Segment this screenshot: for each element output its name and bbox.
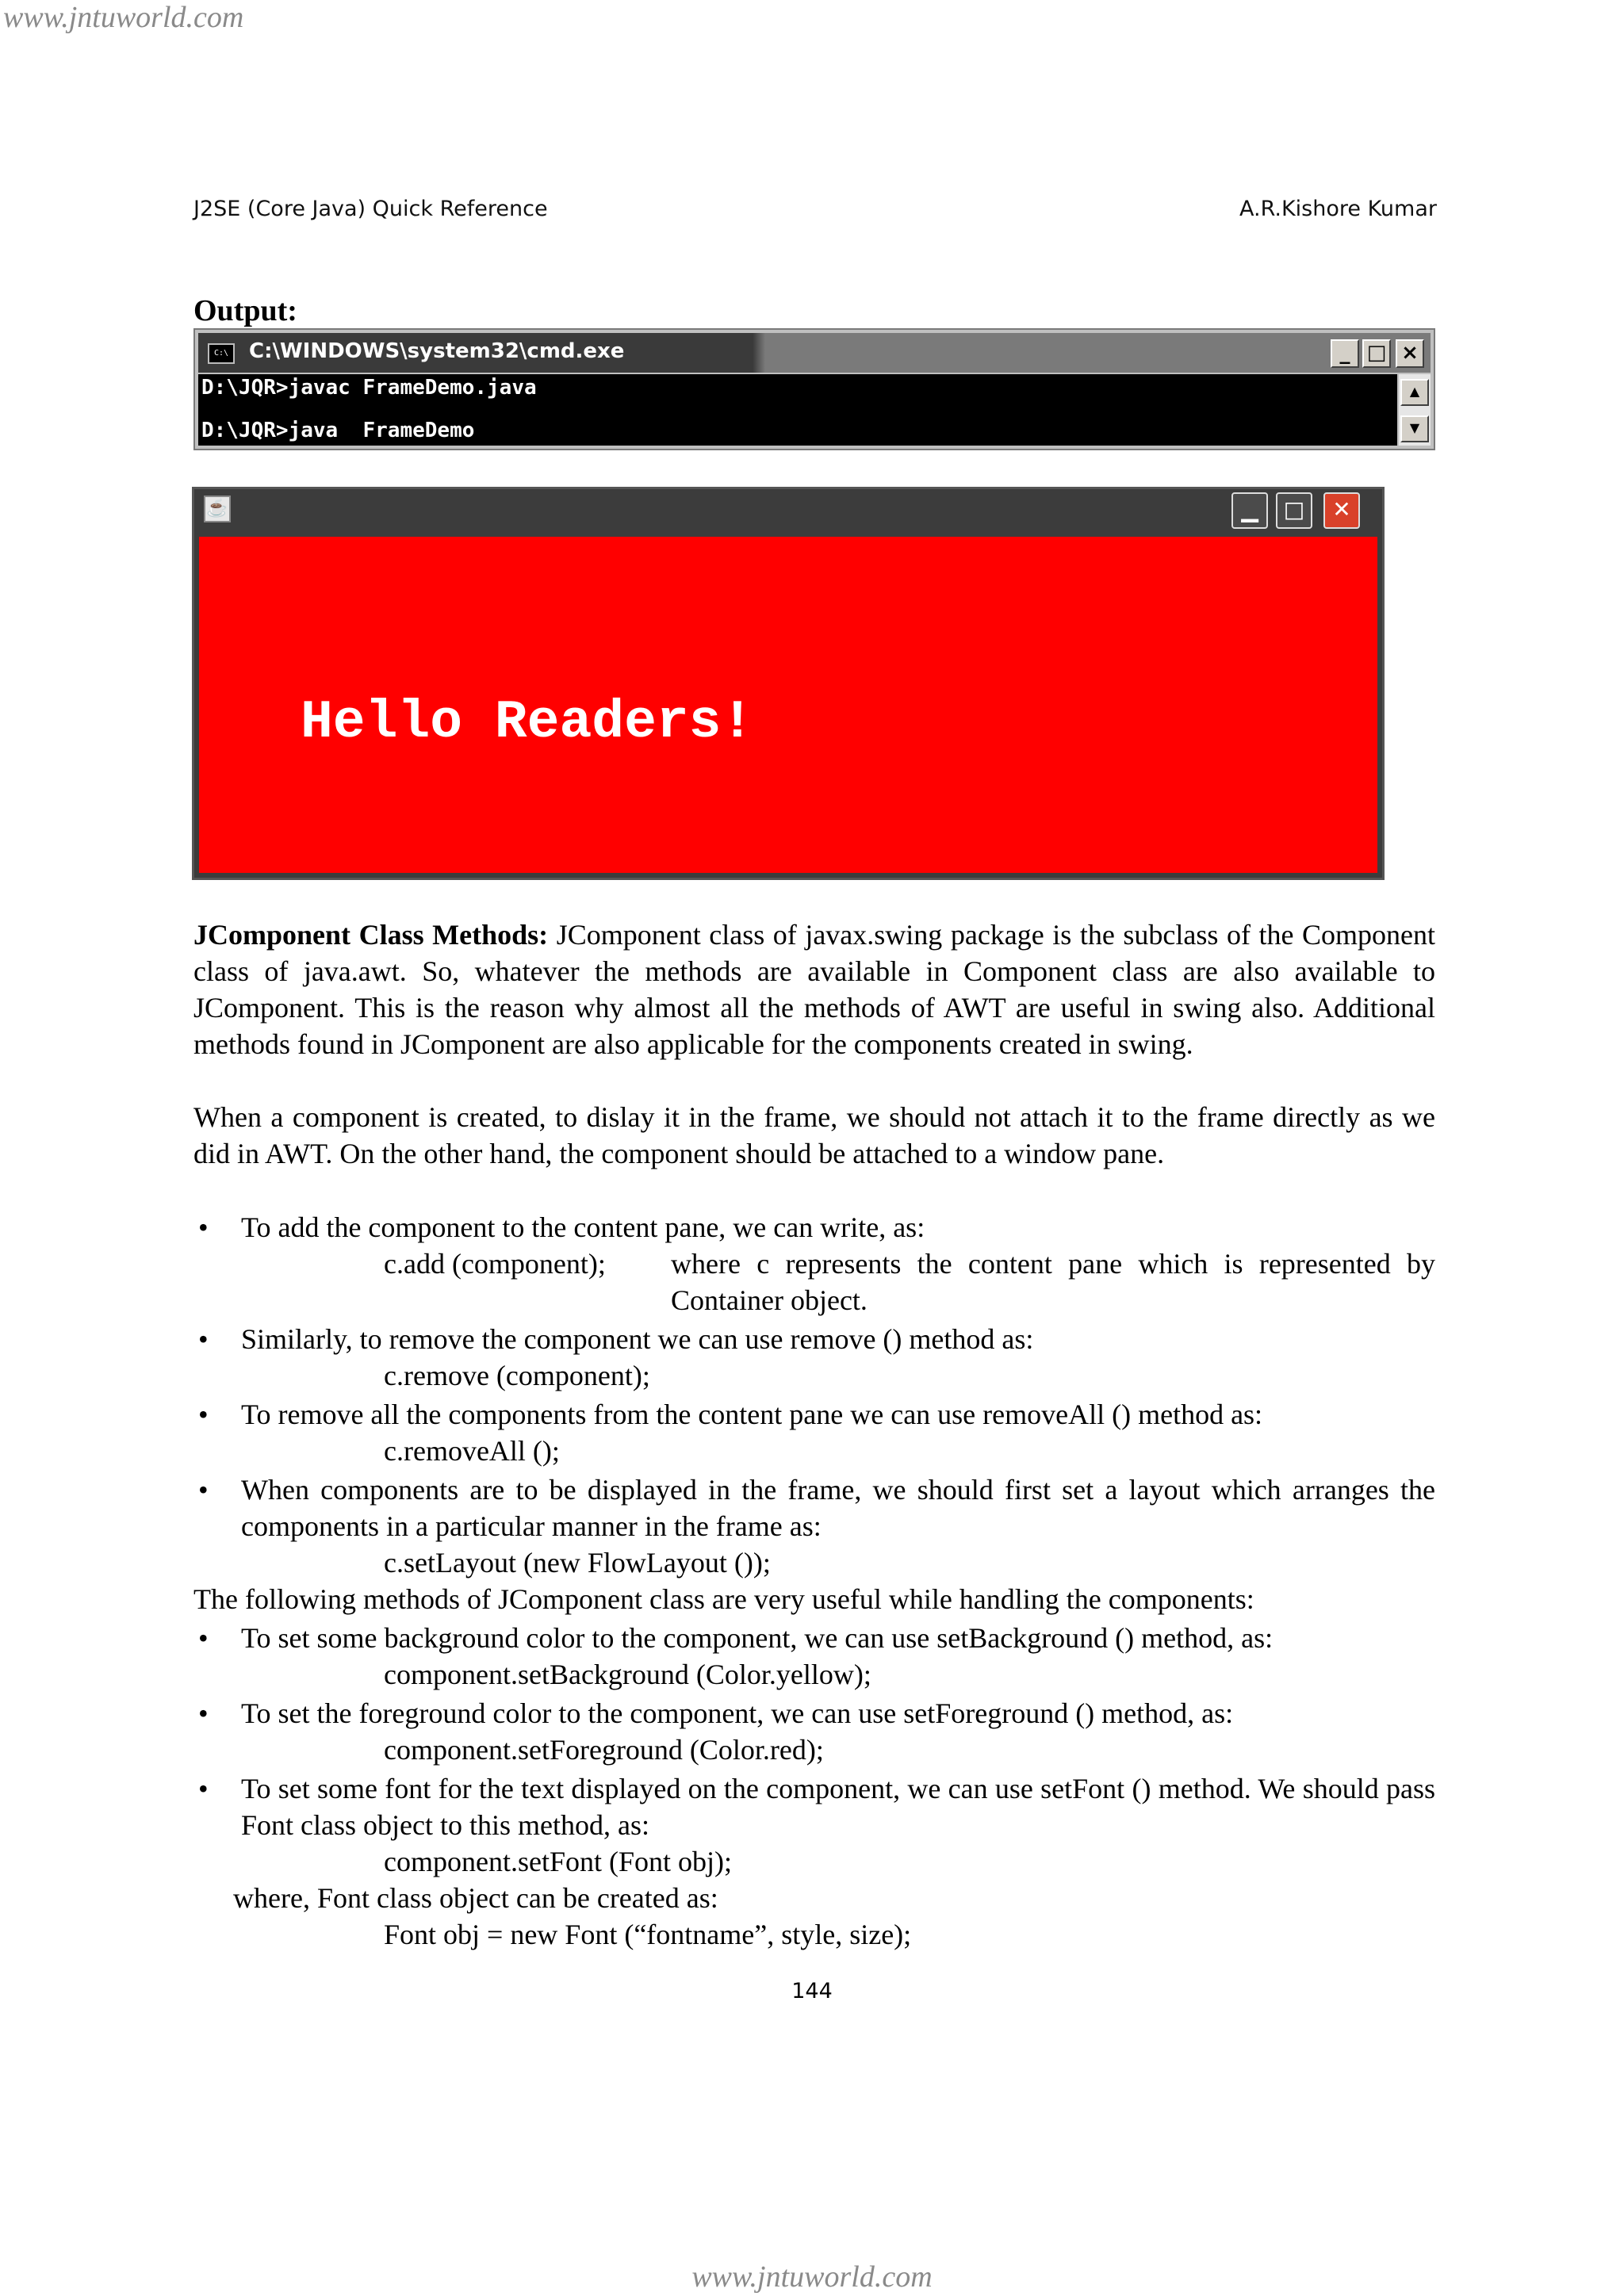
cmd-line: D:\JQR>javac FrameDemo.java — [201, 376, 537, 400]
list-item-text: To set the foreground color to the component, we can use setForeground () method, as: — [241, 1697, 1234, 1729]
header-author: A.R.Kishore Kumar — [1239, 197, 1437, 221]
bullet-icon: • — [198, 1622, 209, 1654]
where-text: where, Font class object can be created as: — [233, 1882, 718, 1914]
code-line: Font obj = new Font (“fontname”, style, size); — [384, 1919, 912, 1950]
paragraph-methods-intro: The following methods of JComponent class are very useful while handling the components: — [193, 1583, 1254, 1615]
code-line: component.setFont (Font obj); — [384, 1846, 732, 1877]
java-content-pane — [199, 537, 1377, 873]
java-coffee-icon: ☕ — [204, 496, 231, 522]
java-frame-window — [192, 487, 1385, 880]
cmd-title: C:\WINDOWS\system32\cmd.exe — [249, 339, 625, 363]
code-line: c.add (component); — [384, 1248, 606, 1280]
bullet-icon: • — [198, 1399, 209, 1430]
paragraph-jcomponent — [193, 916, 1435, 1062]
output-label: Output: — [193, 294, 297, 327]
cmd-line: D:\JQR>java FrameDemo — [201, 419, 475, 442]
header-title: J2SE (Core Java) Quick Reference — [193, 197, 548, 221]
scroll-up-icon[interactable]: ▲ — [1400, 379, 1429, 406]
java-close-button[interactable]: ✕ — [1323, 492, 1360, 529]
page-header — [193, 197, 1437, 221]
cmd-window — [193, 328, 1435, 450]
bullet-icon: • — [198, 1474, 209, 1506]
list-item-text: Similarly, to remove the component we can use remove () method as: — [241, 1323, 1034, 1355]
cmd-titlebar — [198, 333, 1431, 373]
code-line: component.setForeground (Color.red); — [384, 1734, 824, 1766]
cmd-icon: C:\ — [208, 343, 235, 364]
cmd-minimize-button[interactable]: _ — [1331, 339, 1359, 368]
list-item-text: To remove all the components from the content pane we can use removeAll () method as: — [241, 1399, 1263, 1430]
bullet-icon: • — [198, 1211, 209, 1243]
watermark-top: www.jntuworld.com — [3, 1, 244, 34]
cmd-scrollbar[interactable] — [1399, 374, 1431, 446]
list-item-text: To set some font for the text displayed on the component, we can use setFont () method. We should pass Font class object to this method, as: — [241, 1773, 1435, 1841]
java-minimize-button[interactable]: ▁ — [1231, 492, 1268, 529]
cmd-maximize-button[interactable]: □ — [1362, 339, 1391, 368]
section-heading: JComponent Class Methods: — [193, 919, 549, 951]
code-note: where c represents the content pane which is represented by Container object. — [671, 1248, 1435, 1316]
hello-label: Hello Readers! — [301, 692, 754, 753]
page-number: 144 — [791, 1979, 833, 2003]
paragraph-window-pane: When a component is created, to dislay it in the frame, we should not attach it to the frame directly as we did in AWT. On the other hand, the component should be attached to a window pane. — [193, 1101, 1435, 1169]
code-line: c.setLayout (new FlowLayout ()); — [384, 1547, 771, 1578]
java-maximize-button[interactable]: □ — [1276, 492, 1312, 529]
cmd-console[interactable] — [198, 374, 1397, 446]
watermark-bottom: www.jntuworld.com — [691, 2260, 933, 2294]
list-item-text: To add the component to the content pane, we can write, as: — [241, 1211, 925, 1243]
java-titlebar — [194, 489, 1382, 535]
cmd-close-button[interactable]: × — [1396, 339, 1424, 368]
code-line: c.removeAll (); — [384, 1435, 560, 1467]
code-line: component.setBackground (Color.yellow); — [384, 1659, 871, 1690]
paragraph-text: JComponent class of javax.swing package is the subclass of the Component class of java.awt. So, whatever the methods are available in Component class are also available to JComponent. This is the reason why almost all the methods of AWT are useful in swing also. Additional methods found in JComponent are also applicable for the components created in swing. — [193, 919, 1436, 1060]
code-line: c.remove (component); — [384, 1360, 650, 1391]
bullet-icon: • — [198, 1773, 209, 1804]
list-item-text: When components are to be displayed in the frame, we should first set a layout which arranges the components in a particular manner in the frame as: — [241, 1474, 1435, 1542]
bullet-icon: • — [198, 1697, 209, 1729]
scroll-down-icon[interactable]: ▼ — [1400, 415, 1429, 442]
bullet-icon: • — [198, 1323, 209, 1355]
list-item-text: To set some background color to the component, we can use setBackground () method, as: — [241, 1622, 1274, 1654]
